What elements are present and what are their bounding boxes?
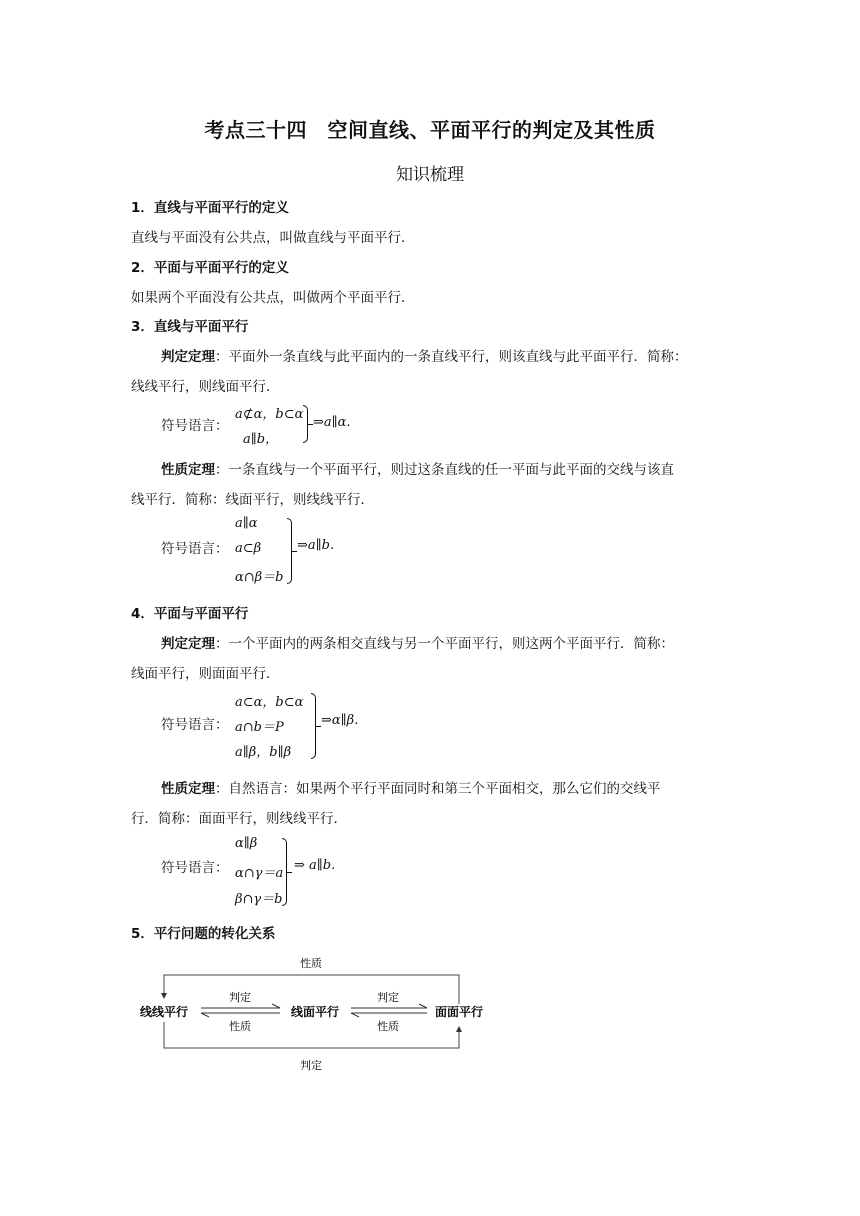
theorem-line bbox=[161, 632, 674, 652]
condition: α∩γ＝a bbox=[235, 866, 284, 881]
brace bbox=[282, 838, 287, 906]
theorem-text-cont: 行．简称：面面平行，则线线平行． bbox=[131, 811, 347, 827]
condition: a⊂β bbox=[235, 541, 262, 556]
bottom-arrow bbox=[164, 1022, 459, 1048]
theorem-text: ：自然语言：如果两个平行平面同时和第三个平面相交，那么它们的交线平 bbox=[215, 781, 661, 797]
condition: α∩β＝b bbox=[235, 570, 284, 585]
heading-3: 3．直线与平面平行 bbox=[131, 319, 249, 335]
symbol-label: 符号语言： bbox=[161, 418, 229, 434]
page-title: 考点三十四 空间直线、平面平行的判定及其性质 bbox=[204, 118, 656, 142]
condition: β∩γ＝b bbox=[235, 892, 283, 907]
node-line-plane: 线面平行 bbox=[290, 1005, 340, 1019]
bottom-arrow-label: 判定 bbox=[300, 1059, 322, 1072]
symbol-label: 符号语言： bbox=[161, 860, 229, 876]
conclusion: ⇒ a∥b. bbox=[294, 858, 336, 873]
theorem-text-cont: 线面平行，则面面平行． bbox=[131, 666, 280, 682]
condition: a⊄α，b⊂α bbox=[235, 407, 304, 422]
arrow2-top-label: 判定 bbox=[377, 991, 399, 1004]
definition-text-1: 直线与平面没有公共点，叫做直线与平面平行． bbox=[131, 230, 415, 246]
node-plane-plane: 面面平行 bbox=[434, 1005, 484, 1019]
theorem-line bbox=[161, 345, 688, 365]
heading-4: 4．平面与平面平行 bbox=[131, 606, 249, 622]
condition: a∩b＝P bbox=[235, 720, 284, 735]
top-arrow-label: 性质 bbox=[300, 957, 322, 970]
condition: a∥β，b∥β bbox=[235, 745, 292, 760]
theorem-label: 性质定理 bbox=[161, 462, 215, 478]
theorem-line bbox=[161, 458, 674, 478]
theorem-text-cont: 线线平行，则线面平行． bbox=[131, 379, 280, 395]
arrow1-bottom-label: 性质 bbox=[229, 1020, 251, 1033]
arrow1-top-label: 判定 bbox=[229, 991, 251, 1004]
theorem-text-cont: 线平行．简称：线面平行，则线线平行． bbox=[131, 492, 374, 508]
theorem-text: ：平面外一条直线与此平面内的一条直线平行，则该直线与此平面平行．简称： bbox=[215, 349, 688, 365]
conclusion: ⇒a∥α. bbox=[313, 415, 351, 430]
heading-2: 2．平面与平面平行的定义 bbox=[131, 260, 289, 276]
conclusion: ⇒a∥b. bbox=[297, 538, 335, 553]
condition: a∥b， bbox=[243, 432, 279, 447]
theorem-text: ：一条直线与一个平面平行，则过这条直线的任一平面与此平面的交线与该直 bbox=[215, 462, 674, 478]
heading-5: 5．平行问题的转化关系 bbox=[131, 926, 276, 942]
theorem-label: 判定定理 bbox=[161, 349, 215, 365]
condition: a∥α bbox=[235, 516, 258, 531]
transformation-diagram bbox=[125, 950, 505, 1075]
arrow2-bottom-label: 性质 bbox=[377, 1020, 399, 1033]
condition: α∥β bbox=[235, 836, 258, 851]
section-subtitle: 知识梳理 bbox=[396, 165, 464, 185]
conclusion: ⇒α∥β. bbox=[321, 713, 359, 728]
condition: a⊂α，b⊂α bbox=[235, 695, 304, 710]
theorem-label: 判定定理 bbox=[161, 636, 215, 652]
theorem-line bbox=[161, 777, 661, 797]
definition-text-2: 如果两个平面没有公共点，叫做两个平面平行． bbox=[131, 290, 415, 306]
symbol-label: 符号语言： bbox=[161, 717, 229, 733]
brace bbox=[303, 405, 308, 443]
brace bbox=[287, 518, 292, 584]
theorem-label: 性质定理 bbox=[161, 781, 215, 797]
node-line-line: 线线平行 bbox=[139, 1005, 189, 1019]
theorem-text: ：一个平面内的两条相交直线与另一个平面平行，则这两个平面平行．简称： bbox=[215, 636, 674, 652]
brace bbox=[311, 693, 316, 759]
heading-1: 1．直线与平面平行的定义 bbox=[131, 200, 289, 216]
symbol-label: 符号语言： bbox=[161, 541, 229, 557]
top-arrow bbox=[164, 975, 459, 1004]
